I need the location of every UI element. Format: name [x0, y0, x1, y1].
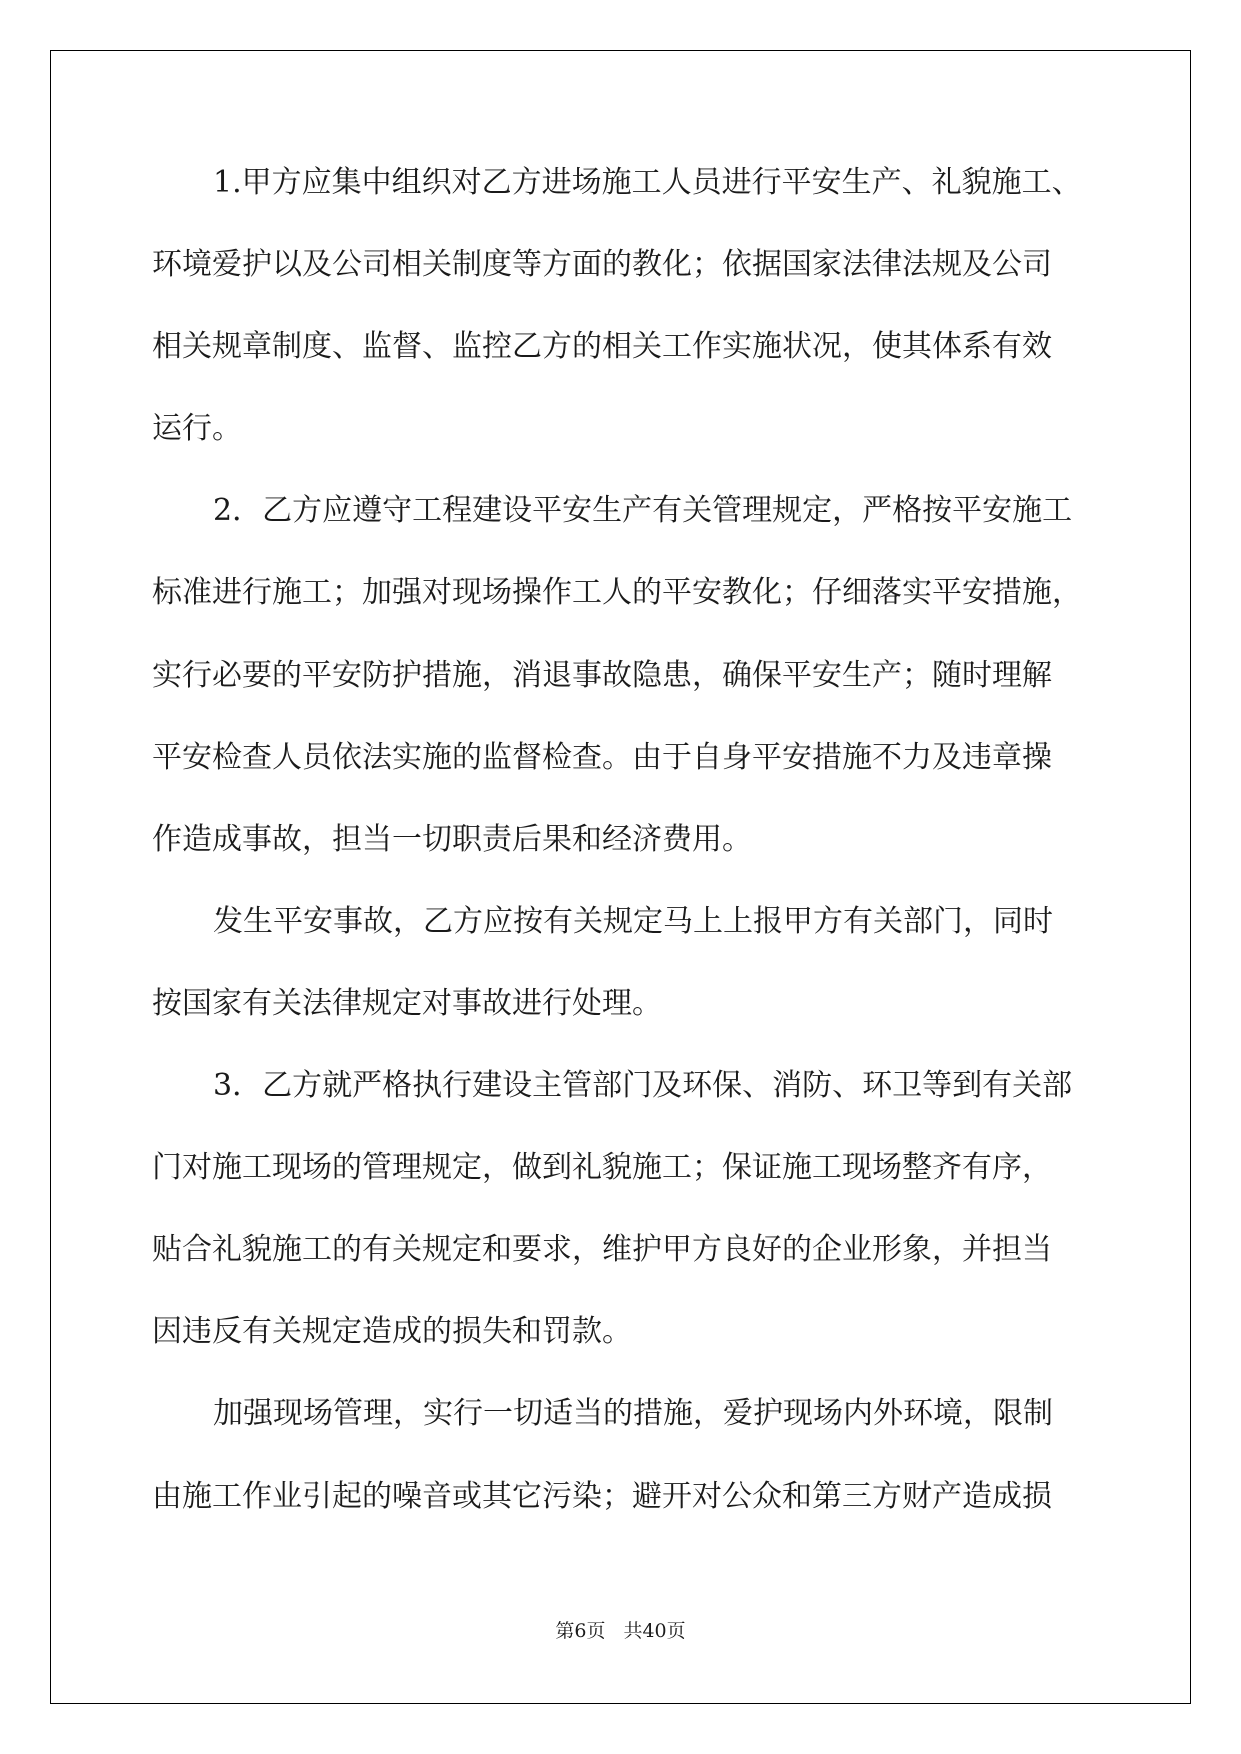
page-number: 第6页	[555, 1620, 606, 1642]
paragraph	[152, 1045, 1092, 1373]
text-line: 作造成事故，担当一切职责后果和经济费用。	[152, 821, 752, 857]
text-line: 标准进行施工；加强对现场操作工人的平安教化；仔细落实平安措施，	[152, 575, 1082, 611]
paragraph	[152, 881, 1092, 1045]
text-line: 3．乙方就严格执行建设主管部门及环保、消防、环卫等到有关部	[213, 1068, 1073, 1104]
text-line: 按国家有关法律规定对事故进行处理。	[152, 985, 662, 1021]
text-line: 由施工作业引起的噪音或其它污染；避开对公众和第三方财产造成损	[152, 1478, 1052, 1514]
paragraph	[152, 1373, 1092, 1537]
text-line: 平安检查人员依法实施的监督检查。由于自身平安措施不力及违章操	[152, 739, 1052, 775]
text-line: 运行。	[152, 411, 242, 447]
text-line: 环境爱护以及公司相关制度等方面的教化；依据国家法律法规及公司	[152, 247, 1052, 283]
paragraph	[152, 142, 1092, 470]
text-line: 相关规章制度、监督、监控乙方的相关工作实施状况，使其体系有效	[152, 329, 1052, 365]
text-line: 贴合礼貌施工的有关规定和要求，维护甲方良好的企业形象，并担当	[152, 1232, 1052, 1268]
page-total: 共40页	[623, 1620, 686, 1642]
text-line: 实行必要的平安防护措施，消退事故隐患，确保平安生产；随时理解	[152, 657, 1052, 693]
text-line: 加强现场管理，实行一切适当的措施，爱护现场内外环境，限制	[213, 1396, 1053, 1432]
document-body	[152, 142, 1092, 1538]
text-line: 1.甲方应集中组织对乙方进场施工人员进行平安生产、礼貌施工、	[213, 165, 1082, 200]
text-line: 发生平安事故，乙方应按有关规定马上上报甲方有关部门，同时	[213, 903, 1053, 939]
text-line: 门对施工现场的管理规定，做到礼貌施工；保证施工现场整齐有序，	[152, 1150, 1052, 1186]
text-line: 2．乙方应遵守工程建设平安生产有关管理规定，严格按平安施工	[213, 493, 1073, 529]
paragraph	[152, 470, 1092, 880]
page-footer	[0, 1616, 1241, 1643]
text-line: 因违反有关规定造成的损失和罚款。	[152, 1314, 632, 1350]
